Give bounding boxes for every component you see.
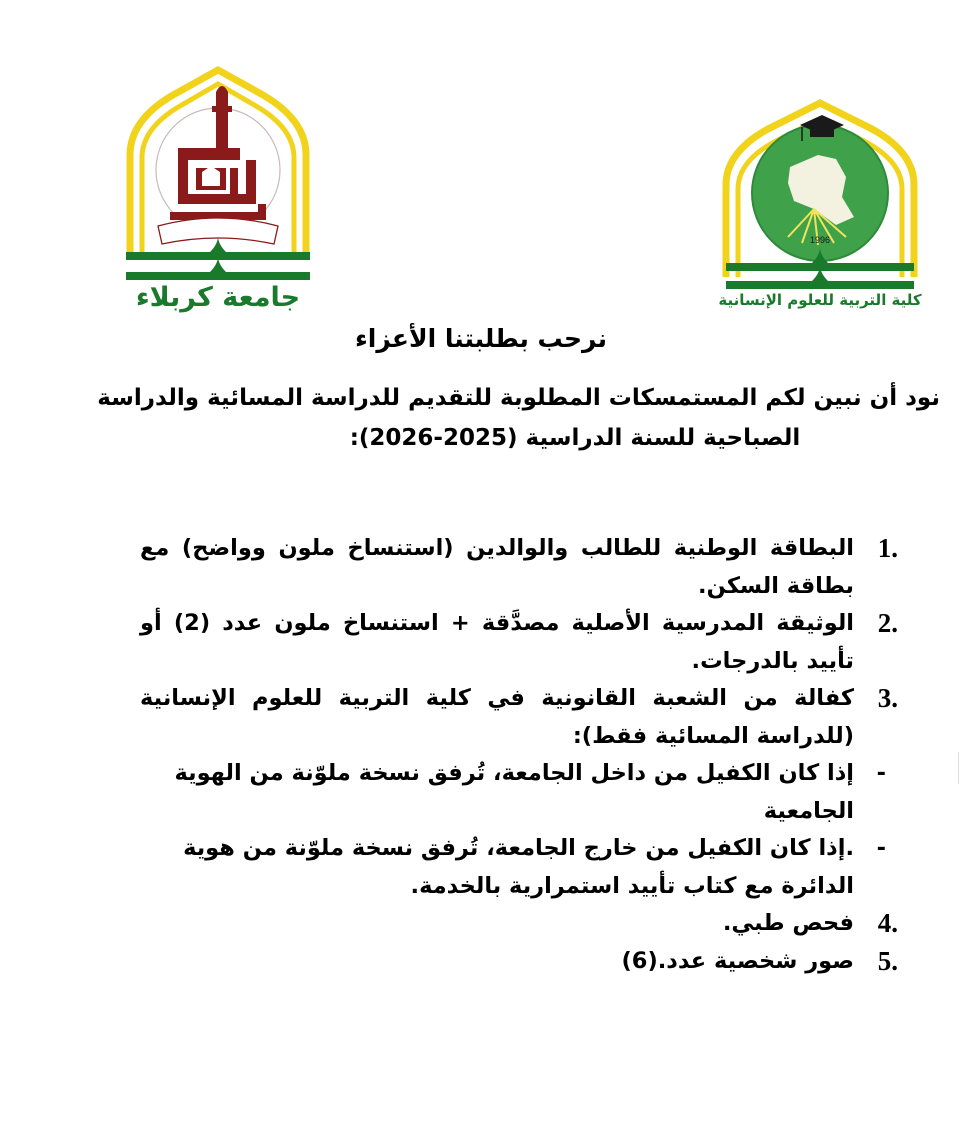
item-text: البطاقة الوطنية للطالب والوالدين (استنساخ ملون وواضح) مع بطاقة السكن.: [140, 535, 854, 599]
kerbala-emblem-icon: [118, 60, 318, 285]
item-number: 4.: [877, 908, 898, 938]
intro-line-1: نود أن نبين لكم المستمسكات المطلوبة للتقديم للدراسة المسائية والدراسة: [97, 385, 940, 411]
college-emblem-icon: [718, 97, 922, 292]
item-number: 2.: [877, 608, 898, 638]
sub-item-text: .إذا كان الكفيل من خارج الجامعة، تُرفق نسخة ملوّنة من هوية الدائرة مع كتاب تأييد استمرارية بالخدمة.: [183, 835, 854, 899]
item-text: صور شخصية عدد.(6): [621, 947, 854, 974]
college-of-education-logo: [718, 97, 922, 315]
item-text: الوثيقة المدرسية الأصلية مصدَّقة + استنساخ ملون عدد (2) أو تأييد بالدرجات.: [140, 610, 854, 674]
item-number: 3.: [877, 683, 898, 713]
item-text: كفالة من الشعبة القانونية في كلية التربية للعلوم الإنسانية (للدراسة المسائية فقط):: [140, 685, 854, 749]
requirement-item-1: [140, 530, 898, 605]
intro-paragraph: [97, 378, 940, 458]
requirement-item-2: [140, 605, 898, 680]
item-text: فحص طبي.: [722, 910, 854, 936]
sub-item-bullet: -: [876, 760, 886, 786]
requirement-item-3: [140, 680, 898, 755]
requirements-list: [140, 530, 898, 980]
sub-item-text: إذا كان الكفيل من داخل الجامعة، تُرفق نسخة ملوّنة من الهوية الجامعية: [174, 760, 854, 824]
sub-item-1: [140, 755, 898, 830]
sub-item-bullet: -: [876, 835, 886, 861]
item-number: 1.: [877, 533, 898, 563]
welcome-heading: نرحب بطلبتنا الأعزاء: [355, 324, 607, 353]
page-edge-mark: [958, 752, 959, 784]
university-of-kerbala-logo: [118, 60, 318, 313]
college-logo-caption: كلية التربية للعلوم الإنسانية: [718, 291, 922, 309]
requirement-item-5: [140, 943, 898, 981]
requirement-item-4: [140, 905, 898, 943]
item-number: 5.: [877, 945, 898, 976]
college-year-text: 1996: [809, 235, 831, 245]
sub-item-2: [140, 830, 898, 905]
kerbala-logo-caption: جامعة كربلاء: [135, 282, 301, 313]
intro-line-2: الصباحية للسنة الدراسية (2025-2026):: [349, 425, 801, 451]
